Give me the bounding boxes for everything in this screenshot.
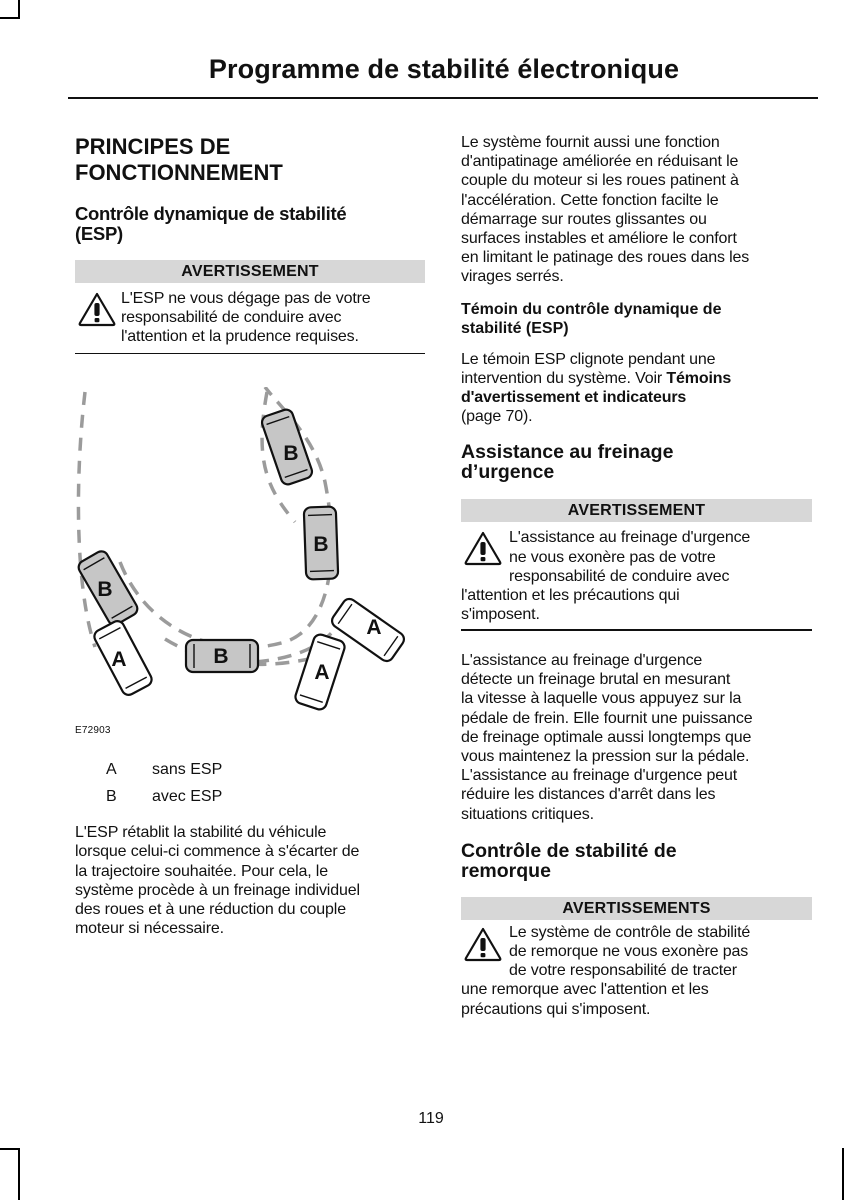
subsection-title xyxy=(75,204,425,244)
warning-heading: AVERTISSEMENTS xyxy=(461,897,812,920)
warning-triangle-icon xyxy=(463,530,503,566)
warning-line: l'attention et la prudence requises. xyxy=(121,328,359,346)
warning-heading: AVERTISSEMENT xyxy=(75,260,425,283)
esp-diagram xyxy=(65,387,415,727)
legend xyxy=(75,760,425,814)
warning-line: précautions qui s'imposent. xyxy=(461,1000,651,1018)
section-title-line: FONCTIONNEMENT xyxy=(75,160,283,185)
warning-line: de remorque ne vous exonère pas xyxy=(509,942,749,960)
car-label: B xyxy=(283,442,299,466)
legend-key: B xyxy=(106,788,117,806)
car-a xyxy=(92,619,154,698)
legend-key: A xyxy=(106,761,117,779)
legend-row xyxy=(75,760,425,787)
car-label: B xyxy=(97,578,113,602)
trajectory-with-esp xyxy=(120,387,332,648)
page-number: 119 xyxy=(418,1110,444,1127)
warning-line: Le système de contrôle de stabilité xyxy=(509,923,751,941)
legend-value: avec ESP xyxy=(152,788,223,806)
warning-line: ne vous exonère pas de votre xyxy=(509,548,716,566)
car-label: A xyxy=(366,616,382,640)
brake-assist-title-line: d’urgence xyxy=(461,461,555,484)
warning-divider xyxy=(461,629,812,631)
section-title xyxy=(75,134,425,186)
indicator-paragraph xyxy=(461,350,812,427)
car-label: B xyxy=(213,645,229,669)
paragraph-line: d'antipatinage améliorée en réduisant le xyxy=(461,153,739,171)
warning-lamps-link-cont[interactable]: d'avertissement et indicateurs xyxy=(461,389,687,407)
car-label: B xyxy=(313,533,329,557)
car-b xyxy=(260,408,314,486)
warning-lamps-link[interactable]: Témoins xyxy=(666,369,732,387)
car-b xyxy=(186,640,258,672)
car-label: A xyxy=(314,661,330,685)
road-edge-outer xyxy=(78,392,95,647)
warning-line: une remorque avec l'attention et les xyxy=(461,981,709,999)
car-label: A xyxy=(111,648,127,672)
paragraph-line: détecte un freinage brutal en mesurant xyxy=(461,671,731,689)
paragraph-line: vous maintenez la pression sur la pédale. xyxy=(461,747,750,765)
paragraph-line: L'assistance au freinage d'urgence peut xyxy=(461,767,738,785)
car-a xyxy=(294,633,347,711)
subsection-title-line: Contrôle dynamique de stabilité xyxy=(75,203,347,224)
warning-triangle-icon xyxy=(77,291,117,327)
paragraph-line: réduire les distances d'arrêt dans les xyxy=(461,786,716,804)
paragraph-line: couple du moteur si les roues patinent à xyxy=(461,172,739,190)
brake-warning-box xyxy=(461,499,812,631)
warning-line: l'attention et les précautions qui xyxy=(461,587,680,605)
right-column xyxy=(461,133,812,1019)
trailer-title-line: remorque xyxy=(461,859,551,882)
title-divider xyxy=(68,97,818,99)
warning-divider xyxy=(75,353,425,355)
paragraph-line: Le témoin ESP clignote pendant une xyxy=(461,350,716,368)
paragraph-line: de freinage optimale aussi longtemps que xyxy=(461,728,752,746)
paragraph-line: (page 70). xyxy=(461,408,533,426)
figure-code: E72903 xyxy=(75,725,111,737)
crop-mark xyxy=(18,1148,20,1200)
car-b xyxy=(76,549,140,627)
paragraph-line: démarrage sur routes glissantes ou xyxy=(461,210,707,228)
legend-row xyxy=(75,787,425,814)
paragraph-line: virages serrés. xyxy=(461,268,564,286)
paragraph-line: la trajectoire souhaitée. Pour cela, le xyxy=(75,862,328,880)
warning-line: s'imposent. xyxy=(461,606,540,624)
crop-mark xyxy=(18,0,20,17)
crop-mark xyxy=(842,1148,844,1200)
brake-assist-title xyxy=(461,442,812,482)
car-b xyxy=(304,507,338,580)
warning-line: de votre responsabilité de tracter xyxy=(509,962,737,980)
subsection-title-line: (ESP) xyxy=(75,223,123,244)
paragraph-line: la vitesse à laquelle vous appuyez sur la xyxy=(461,690,742,708)
paragraph-line: l'accélération. Cette fonction facilte le xyxy=(461,191,719,209)
brake-assist-title-line: Assistance au freinage xyxy=(461,441,674,464)
page-title: Programme de stabilité électronique xyxy=(208,54,680,84)
warning-heading: AVERTISSEMENT xyxy=(461,499,812,522)
warning-text xyxy=(75,283,425,353)
paragraph-line xyxy=(461,369,812,388)
paragraph-line: surfaces instables et améliore le confort xyxy=(461,230,737,248)
brake-assist-paragraph xyxy=(461,651,812,824)
trailer-warning-box xyxy=(461,897,812,1019)
trailer-title-line: Contrôle de stabilité de xyxy=(461,839,677,862)
indicator-title-line: stabilité (ESP) xyxy=(461,319,569,337)
paragraph-line: pédale de frein. Elle fournit une puissance xyxy=(461,709,753,727)
esp-diagram-svg xyxy=(65,387,415,727)
paragraph-line: L'ESP rétablit la stabilité du véhicule xyxy=(75,824,327,842)
warning-line: responsabilité de conduire avec xyxy=(509,567,730,585)
paragraph-line: Le système fournit aussi une fonction xyxy=(461,134,720,151)
paragraph-line xyxy=(461,388,812,407)
warning-text xyxy=(461,920,812,1019)
paragraph-line: en limitant le patinage des roues dans les xyxy=(461,249,750,267)
crop-mark xyxy=(0,1148,20,1150)
legend-value: sans ESP xyxy=(152,761,223,779)
paragraph-line: situations critiques. xyxy=(461,805,594,823)
crop-mark xyxy=(0,17,20,19)
trailer-title xyxy=(461,841,812,881)
traction-paragraph xyxy=(461,133,812,287)
warning-line: L'ESP ne vous dégage pas de votre xyxy=(121,290,371,307)
warning-text xyxy=(461,522,812,629)
indicator-title-line: Témoin du contrôle dynamique de xyxy=(461,300,722,318)
warning-triangle-icon xyxy=(463,926,503,962)
paragraph-line: moteur si nécessaire. xyxy=(75,920,224,938)
paragraph-line: des roues et à une réduction du couple xyxy=(75,900,346,918)
paragraph-line: lorsque celui-ci commence à s'écarter de xyxy=(75,843,360,861)
paragraph-text: intervention du système. Voir xyxy=(461,369,667,387)
left-column xyxy=(75,132,425,938)
paragraph-line: système procède à un freinage individuel xyxy=(75,881,360,899)
esp-paragraph xyxy=(75,823,425,938)
warning-line: responsabilité de conduire avec xyxy=(121,309,342,327)
indicator-title xyxy=(461,300,812,338)
warning-line: L'assistance au freinage d'urgence xyxy=(509,529,751,547)
paragraph-line: L'assistance au freinage d'urgence xyxy=(461,651,703,669)
section-title-line: PRINCIPES DE xyxy=(75,134,231,159)
warning-box xyxy=(75,260,425,354)
